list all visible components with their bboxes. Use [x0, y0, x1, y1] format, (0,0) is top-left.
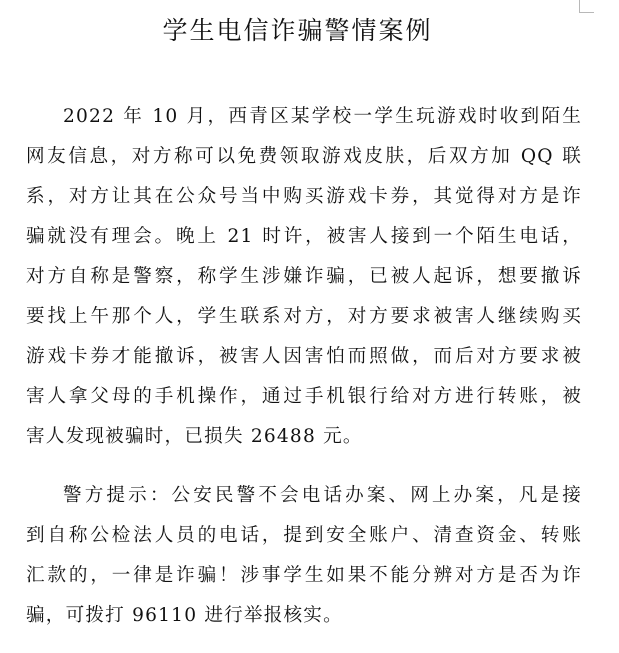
paragraph-line: 警方提示：公安民警不会电话办案、网上办案，凡是接: [63, 485, 582, 506]
paragraph-line: 要找上午那个人，学生联系对方，对方要求被害人继续购买: [26, 306, 582, 327]
document-title: 学生电信诈骗警情案例: [162, 16, 433, 45]
police-tip-paragraph: [26, 476, 582, 636]
paragraph-line: 游戏卡券才能撤诉，被害人因害怕而照做，而后对方要求被: [26, 346, 582, 367]
paragraph-line: 骗就没有理会。晚上 21 时许，被害人接到一个陌生电话，: [26, 226, 582, 247]
paragraph-line: 汇款的，一律是诈骗！涉事学生如果不能分辨对方是否为诈: [26, 565, 582, 586]
paragraph-line: 骗，可拨打 96110 进行举报核实。: [26, 605, 343, 626]
paragraph-line: 2022 年 10 月，西青区某学校一学生玩游戏时收到陌生: [63, 106, 582, 127]
paragraph-line: 害人拿父母的手机操作，通过手机银行给对方进行转账，被: [26, 386, 582, 407]
paragraph-line: 系，对方让其在公众号当中购买游戏卡券，其觉得对方是诈: [26, 186, 582, 207]
paragraph-line: 网友信息，对方称可以免费领取游戏皮肤，后双方加 QQ 联: [26, 146, 582, 167]
paragraph-line: 到自称公检法人员的电话，提到安全账户、清查资金、转账: [26, 525, 582, 546]
paragraph-line: 对方自称是警察，称学生涉嫌诈骗，已被人起诉，想要撤诉: [26, 266, 582, 287]
case-paragraph: [26, 97, 582, 457]
paragraph-line: 害人发现被骗时，已损失 26488 元。: [26, 426, 363, 447]
